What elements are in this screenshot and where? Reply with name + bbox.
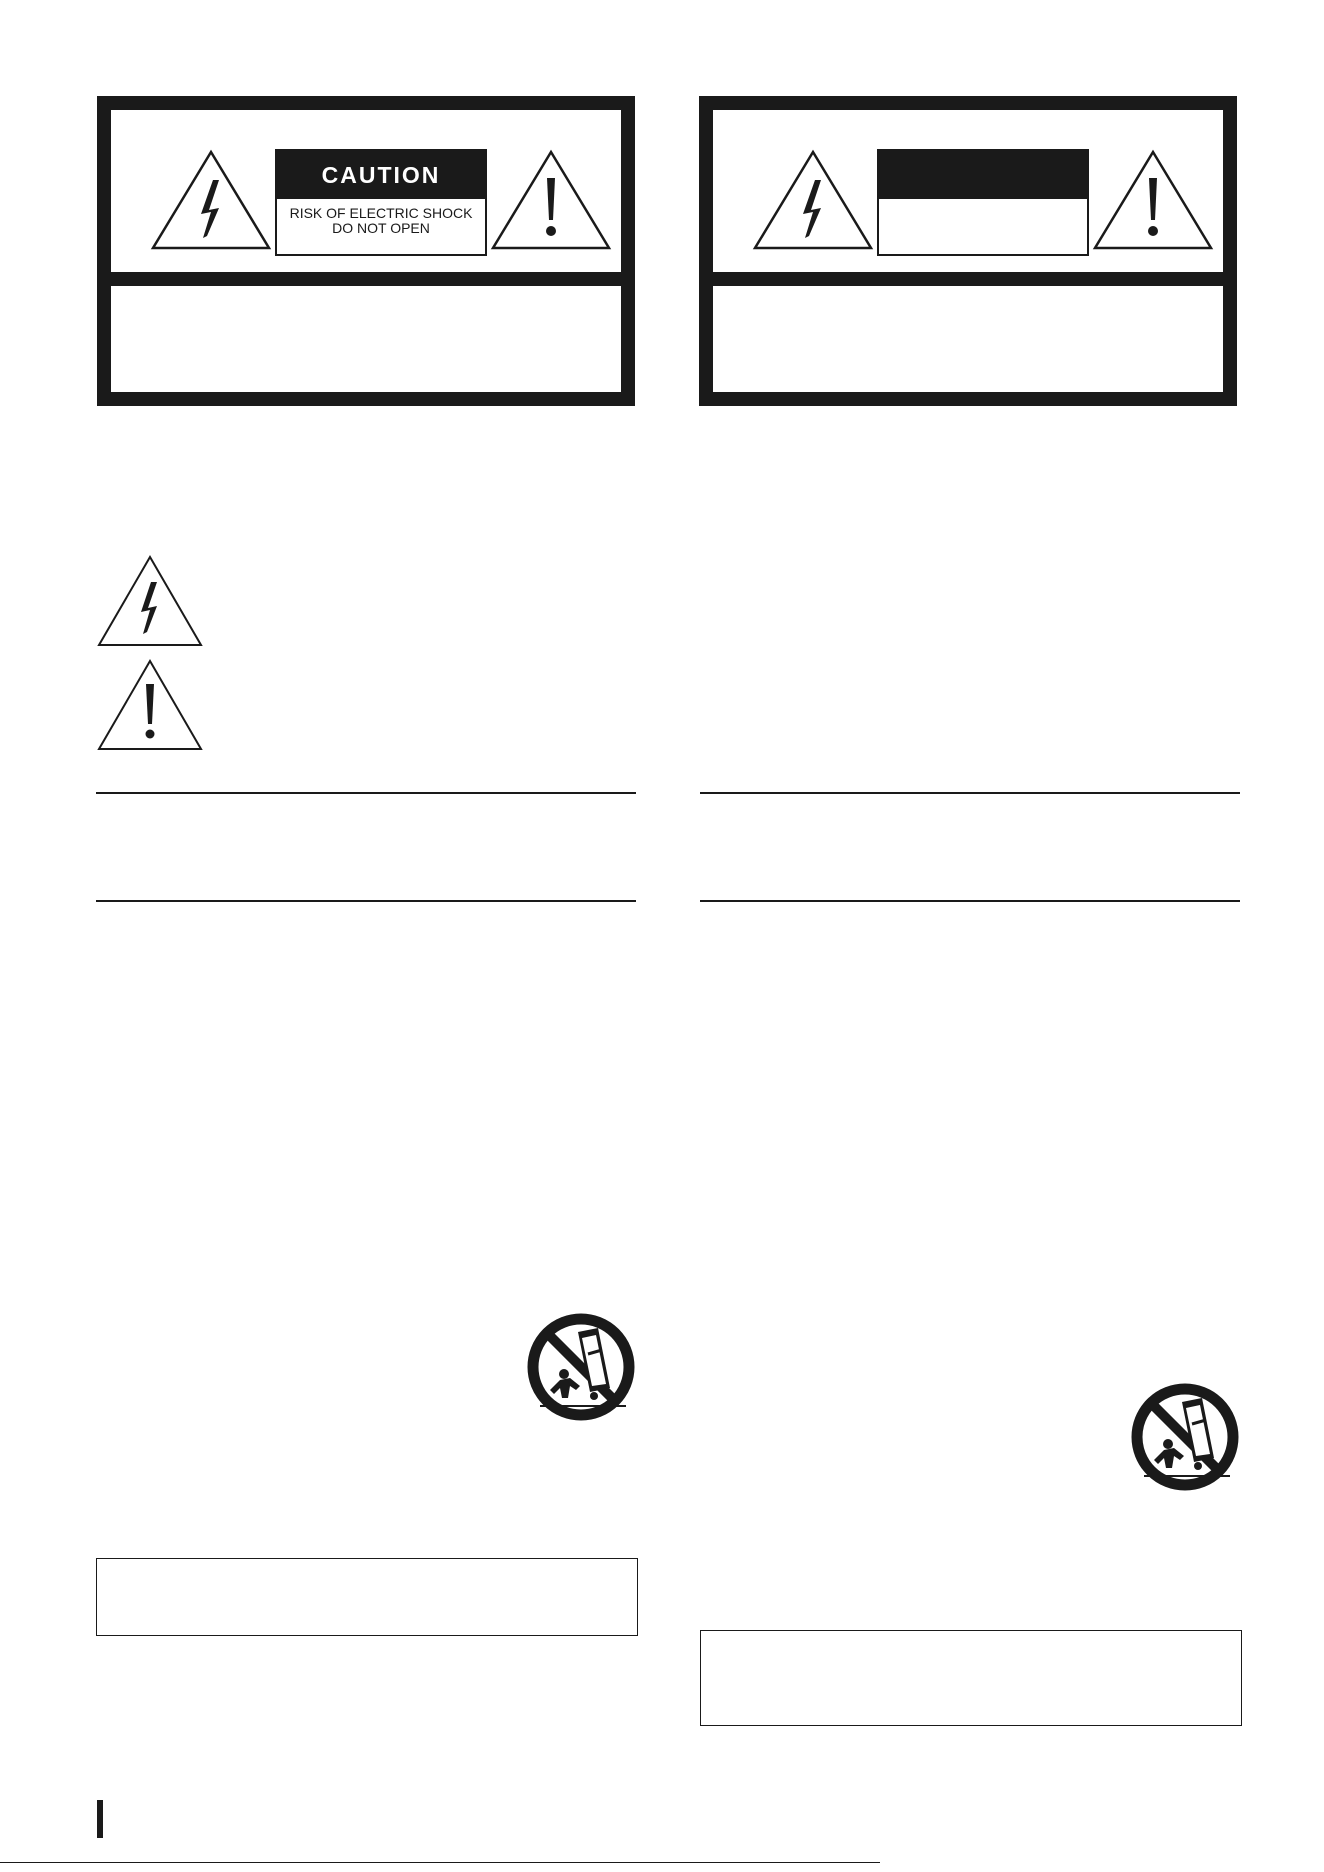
note-box-left xyxy=(96,1558,638,1636)
no-cart-tipover-icon xyxy=(526,1312,636,1422)
exclamation-triangle-icon xyxy=(489,148,613,252)
caution-panel-divider xyxy=(713,272,1223,286)
caution-line-1: RISK OF ELECTRIC SHOCK xyxy=(289,205,473,221)
exclamation-triangle-icon xyxy=(96,658,204,752)
lightning-triangle-icon xyxy=(96,554,204,648)
caution-heading-blank xyxy=(879,151,1087,199)
section-rule-right-bottom xyxy=(700,900,1240,902)
caution-line-2: DO NOT OPEN xyxy=(332,220,430,236)
exclamation-triangle-icon xyxy=(1091,148,1215,252)
page-marker-bar xyxy=(97,1800,103,1838)
section-rule-left-bottom xyxy=(96,900,636,902)
lightning-triangle-icon xyxy=(751,148,875,252)
caution-panel-left xyxy=(97,96,635,406)
lightning-triangle-icon xyxy=(149,148,273,252)
caution-text xyxy=(277,199,485,236)
caution-panel-right xyxy=(699,96,1237,406)
section-rule-right-top xyxy=(700,792,1240,794)
caution-heading: CAUTION xyxy=(277,151,485,199)
page-bottom-line xyxy=(0,1862,880,1863)
note-box-right xyxy=(700,1630,1242,1726)
no-cart-tipover-icon xyxy=(1130,1382,1240,1492)
caution-label-blank xyxy=(877,149,1089,256)
section-rule-left-top xyxy=(96,792,636,794)
caution-panel-divider xyxy=(111,272,621,286)
caution-label xyxy=(275,149,487,256)
